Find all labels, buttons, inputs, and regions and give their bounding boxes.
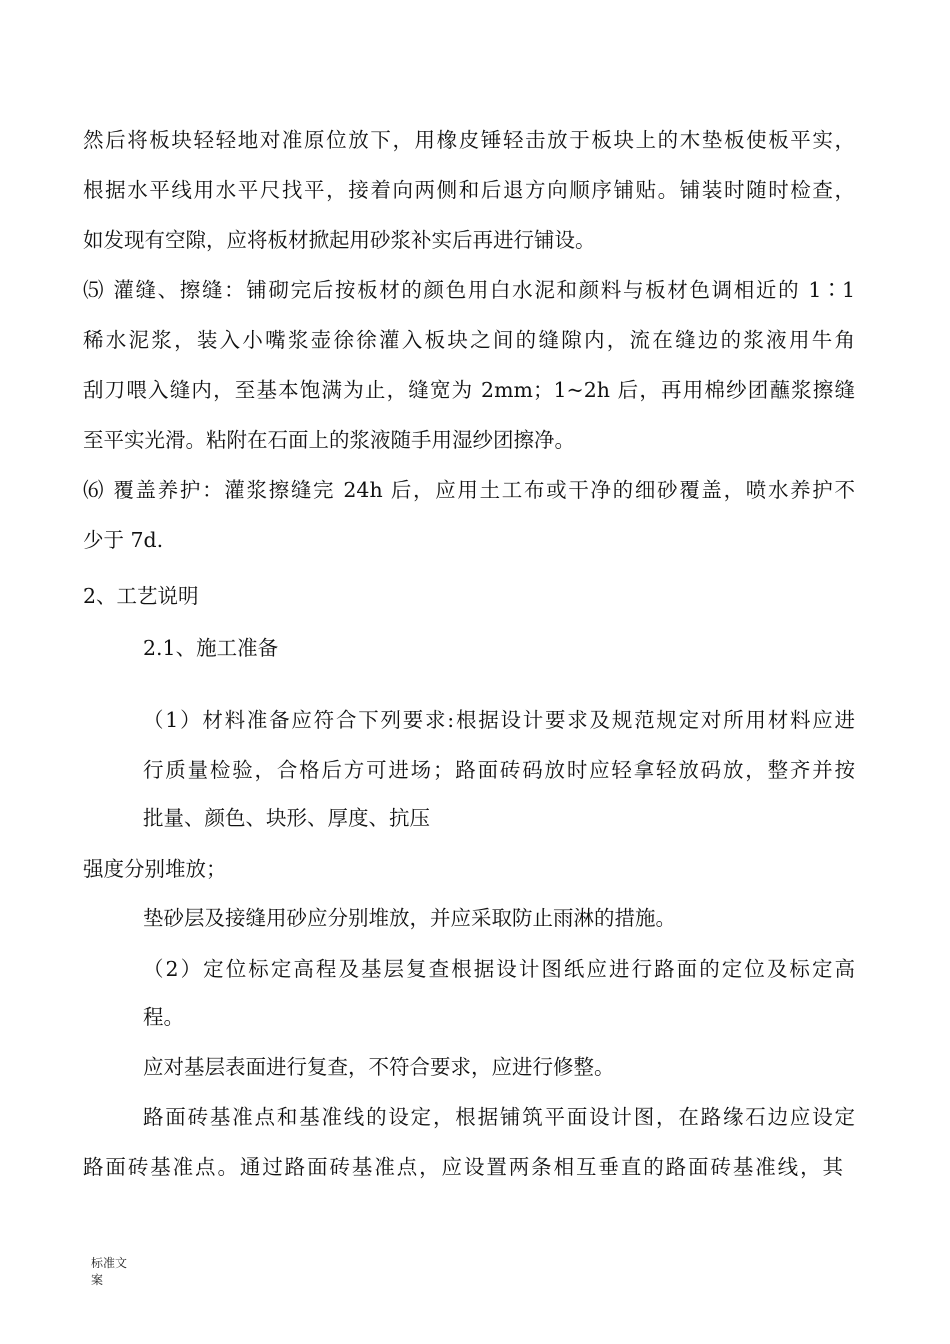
paragraph-line: 少于 7d. bbox=[83, 528, 164, 552]
paragraph-line: 根据水平线用水平尺找平，接着向两侧和后退方向顺序铺贴。铺装时随时检查， bbox=[83, 178, 855, 202]
paragraph-line: 批量、颜色、块形、厚度、抗压 bbox=[143, 806, 430, 830]
paragraph-line: ⑸ 灌缝、擦缝：铺砌完后按板材的颜色用白水泥和颜料与板材色调相近的 1∶1 bbox=[83, 278, 855, 302]
paragraph-line: 至平实光滑。粘附在石面上的浆液随手用湿纱团擦净。 bbox=[83, 428, 575, 452]
paragraph-line: （1）材料准备应符合下列要求:根据设计要求及规范规定对所用材料应进 bbox=[143, 708, 855, 732]
paragraph-line: 刮刀喂入缝内，至基本饱满为止，缝宽为 2mm；1~2h 后，再用棉纱团蘸浆擦缝 bbox=[83, 378, 855, 402]
paragraph-line: 如发现有空隙，应将板材掀起用砂浆补实后再进行铺设。 bbox=[83, 228, 596, 252]
paragraph-line: 行质量检验，合格后方可进场；路面砖码放时应轻拿轻放码放，整齐并按 bbox=[143, 758, 855, 782]
paragraph-line: 程。 bbox=[143, 1005, 184, 1029]
paragraph-line: （2）定位标定高程及基层复查根据设计图纸应进行路面的定位及标定高 bbox=[143, 957, 855, 981]
page-footer bbox=[91, 1255, 131, 1289]
paragraph-line: 应对基层表面进行复查，不符合要求，应进行修整。 bbox=[143, 1055, 615, 1079]
paragraph-line: 然后将板块轻轻地对准原位放下，用橡皮锤轻击放于板块上的木垫板使板平实， bbox=[83, 128, 855, 152]
paragraph-line: ⑹ 覆盖养护：灌浆擦缝完 24h 后，应用土工布或干净的细砂覆盖，喷水养护不 bbox=[83, 478, 855, 502]
paragraph-line: 垫砂层及接缝用砂应分别堆放，并应采取防止雨淋的措施。 bbox=[143, 906, 676, 930]
subsection-heading: 2.1、施工准备 bbox=[143, 636, 279, 660]
section-heading: 2、工艺说明 bbox=[83, 584, 199, 608]
footer-text: 案 bbox=[91, 1273, 104, 1287]
paragraph-line: 路面砖基准点。通过路面砖基准点，应设置两条相互垂直的路面砖基准线，其 bbox=[83, 1155, 843, 1179]
paragraph-line: 稀水泥浆，装入小嘴浆壶徐徐灌入板块之间的缝隙内，流在缝边的浆液用牛角 bbox=[83, 328, 855, 352]
paragraph-line: 强度分别堆放； bbox=[83, 857, 227, 881]
paragraph-line: 路面砖基准点和基准线的设定，根据铺筑平面设计图，在路缘石边应设定 bbox=[143, 1105, 855, 1129]
footer-text: 标准文 bbox=[91, 1256, 128, 1270]
